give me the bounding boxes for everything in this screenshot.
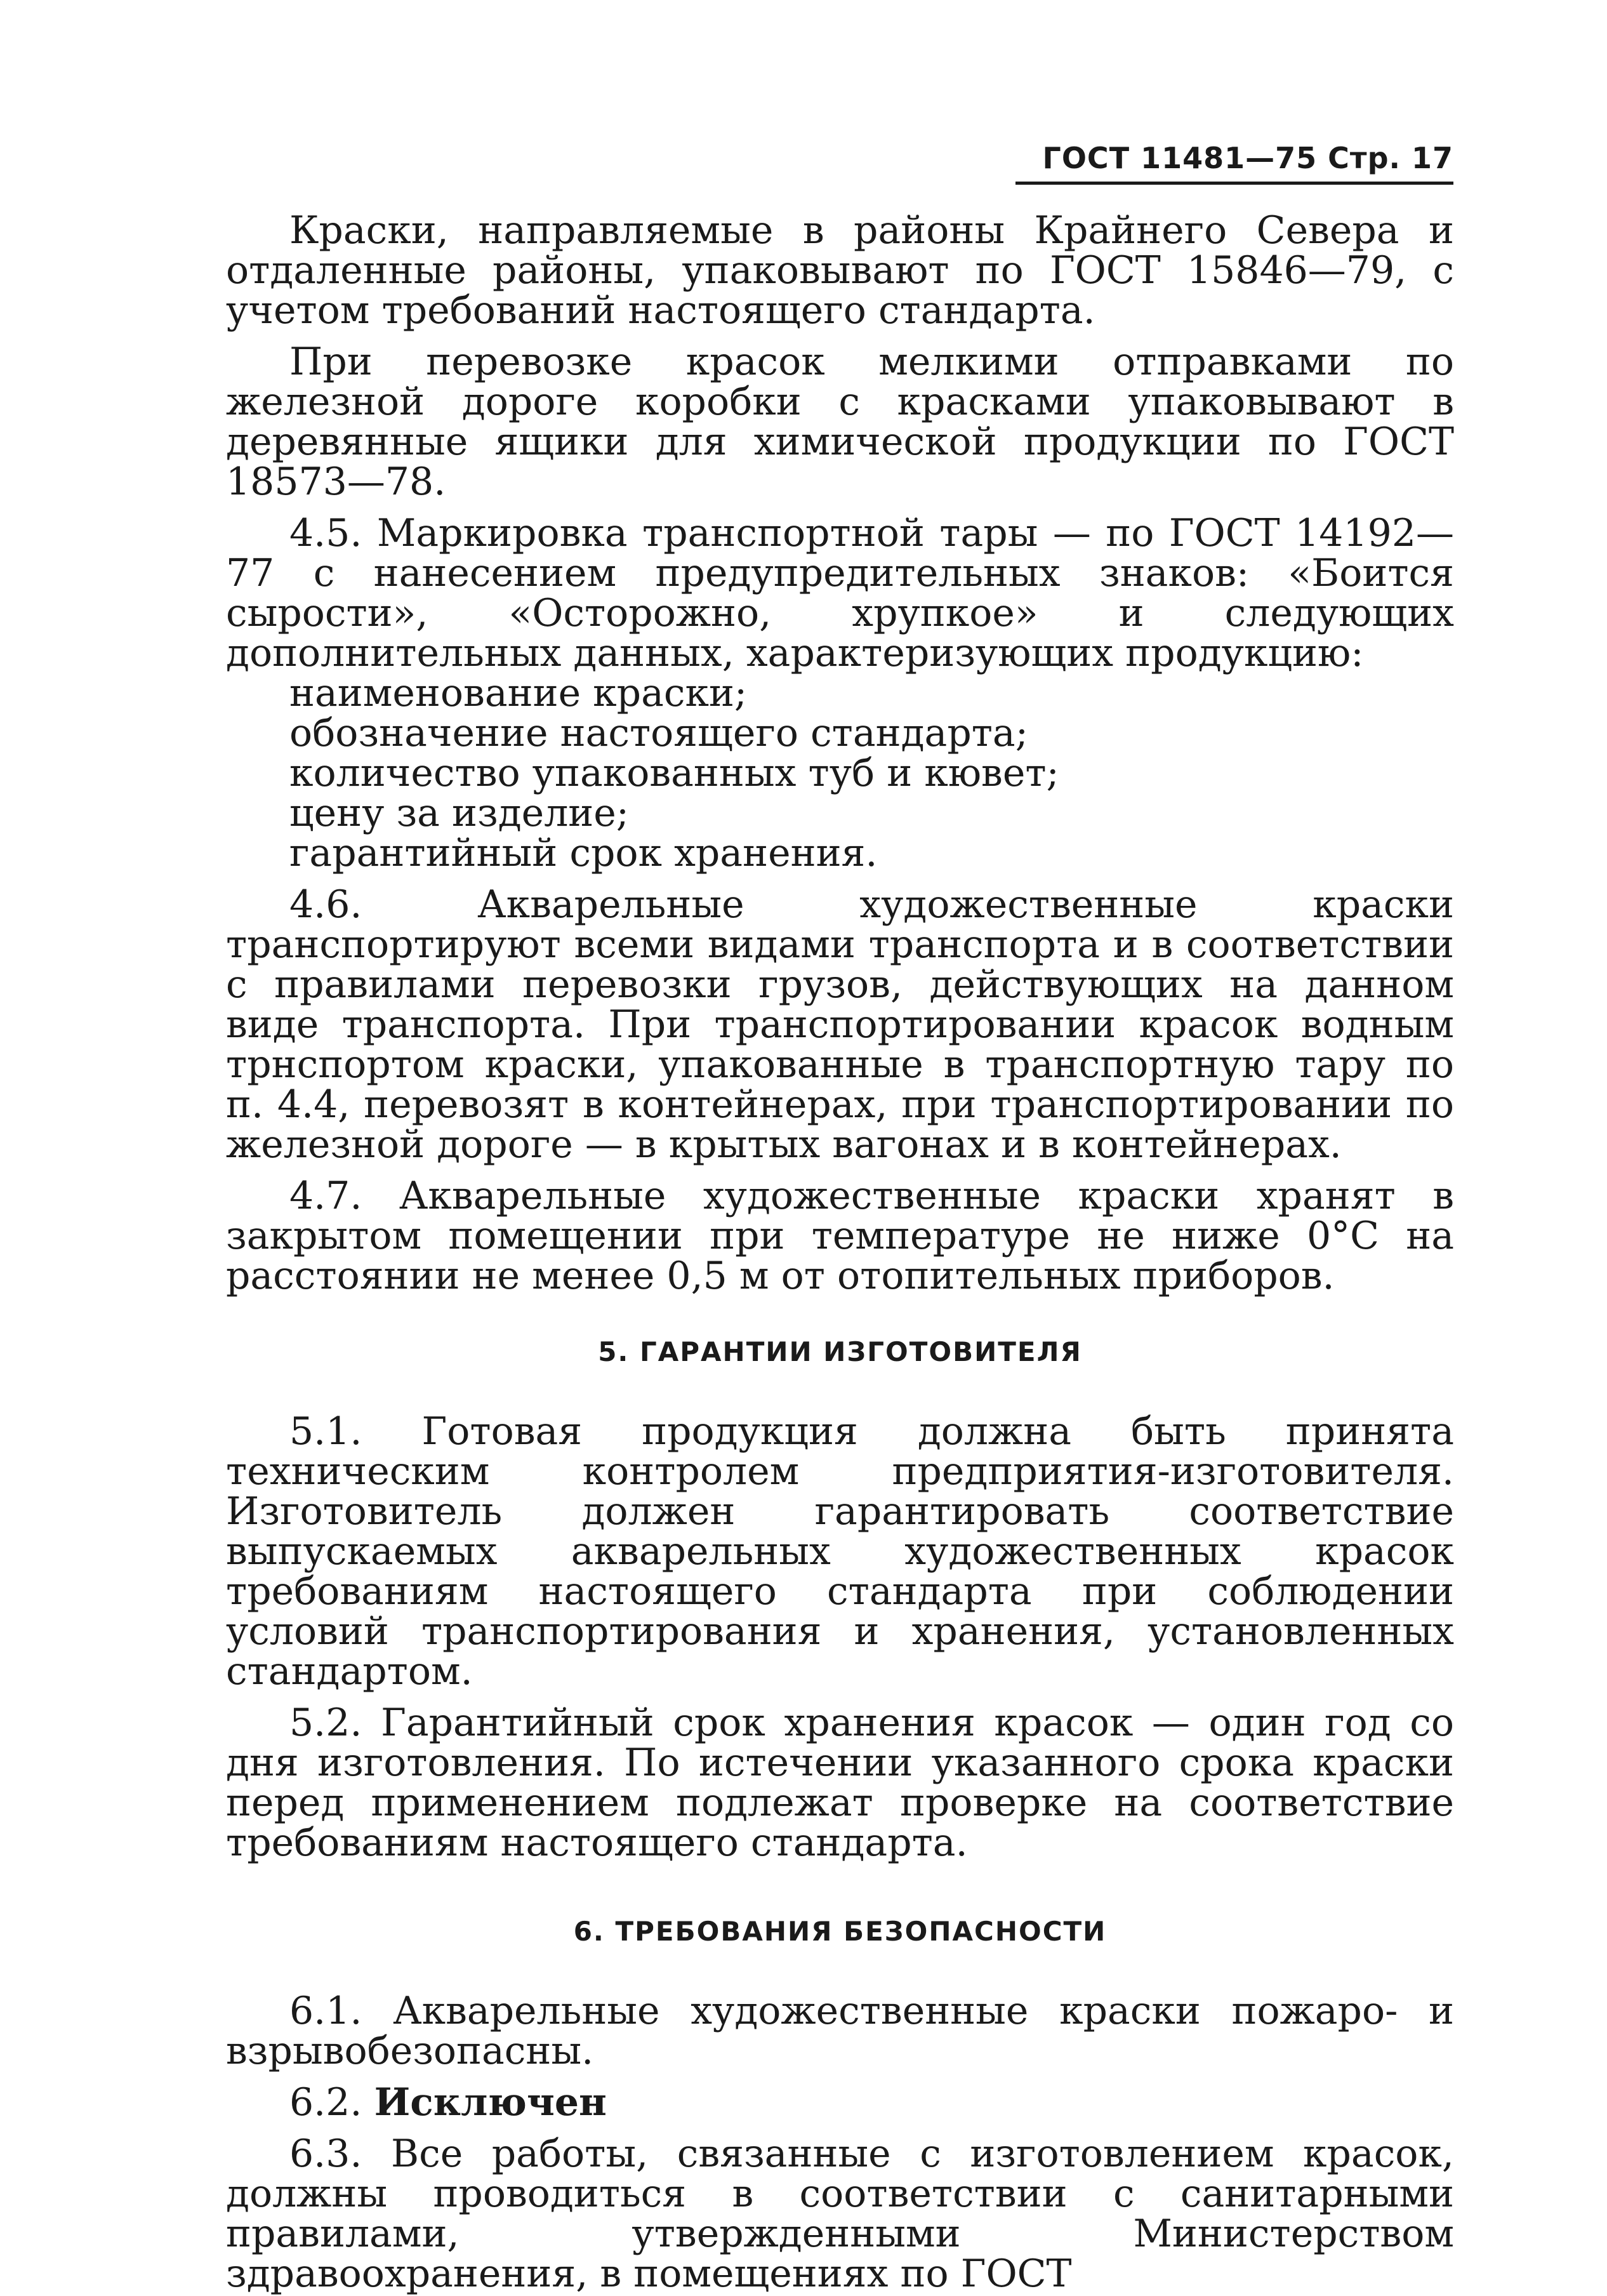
- paragraph-4-6-transport: 4.6. Акварельные художественные краски транспортируют всеми видами транспорта и в соответствии с правилами перевозки грузов, действующих на данном виде транспорта. При транспортировании красок водным трнспортом краски, упакованные в транспортную тару по п. 4.4, перевозят в контейнерах, при транспортировании по железной дороге — в крытых вагонах и в контейнерах.: [226, 882, 1454, 1167]
- clause-number: 6.2.: [289, 2080, 362, 2125]
- paragraph-5-2: 5.2. Гарантийный срок хранения красок — один год со дня изготовления. По истечении указанного срока краски перед применением подлежат проверке на соответствие требованиям настоящего стандарта.: [226, 1701, 1454, 1865]
- running-header: ГОСТ 11481—75 Стр. 17: [1015, 141, 1453, 185]
- paragraph-6-2: [226, 2080, 1454, 2125]
- list-item: гарантийный срок хранения.: [289, 831, 878, 875]
- list-item: количество упакованных туб и кювет;: [289, 751, 1059, 795]
- paragraph-rail-small-shipments: При перевозке красок мелкими отправками по железной дороге коробки с красками упаковывают в деревянные ящики для химической продукции по ГОСТ 18573—78.: [226, 340, 1454, 504]
- section-5-heading: 5. ГАРАНТИИ ИЗГОТОВИТЕЛЯ: [598, 1336, 1082, 1367]
- paragraph-6-3: 6.3. Все работы, связанные с изготовлением красок, должны проводиться в соответствии с санитарными правилами, утвержденными Министерством здравоохранения, в помещениях по ГОСТ: [226, 2132, 1454, 2296]
- list-item: наименование краски;: [289, 671, 748, 715]
- list-item: обозначение настоящего стандарта;: [289, 711, 1028, 755]
- section-6-heading: 6. ТРЕБОВАНИЯ БЕЗОПАСНОСТИ: [573, 1916, 1107, 1947]
- paragraph-5-1: 5.1. Готовая продукция должна быть принята техническим контролем предприятия-изготовителя. Изготовитель должен гарантировать соответствие выпускаемых акварельных художественных красок требованиям настоящего стандарта при соблюдении условий транспортирования и хранения, установленных стандартом.: [226, 1409, 1454, 1694]
- paragraph-far-north-packing: Краски, направляемые в районы Крайнего Севера и отдаленные районы, упаковывают по ГОСТ 15846—79, с учетом требований настоящего стандарта.: [226, 208, 1454, 333]
- list-item: цену за изделие;: [289, 791, 630, 835]
- page-body: [226, 208, 1454, 2296]
- clause-excluded-label: Исключен: [374, 2080, 607, 2125]
- marking-list: [226, 671, 1454, 875]
- paragraph-6-1: 6.1. Акварельные художественные краски пожаро- и взрывобезопасны.: [226, 1989, 1454, 2073]
- paragraph-4-7-storage: 4.7. Акварельные художественные краски хранят в закрытом помещении при температуре не ниже 0°С на расстоянии не менее 0,5 м от отопительных приборов.: [226, 1174, 1454, 1298]
- paragraph-4-5-marking: 4.5. Маркировка транспортной тары — по ГОСТ 14192—77 с нанесением предупредительных знаков: «Боится сырости», «Осторожно, хрупкое» и следующих дополнительных данных, характеризующих продукцию:: [226, 511, 1454, 675]
